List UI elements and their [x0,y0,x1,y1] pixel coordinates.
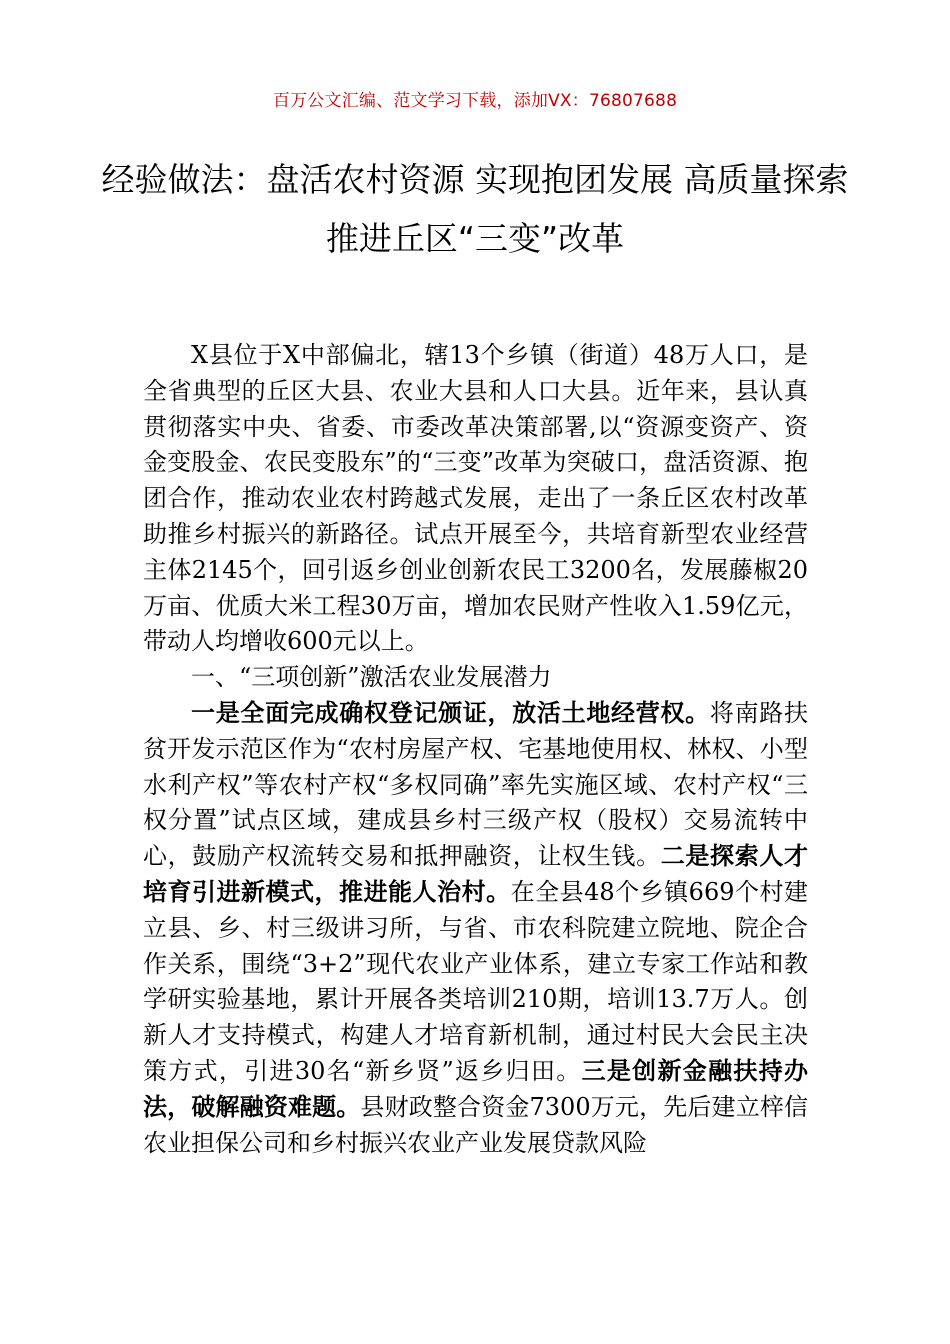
header-note: 百万公文汇编、范文学习下载，添加VX：76807688 [272,91,678,111]
measure-2-heading: 二是探索人才培育引进新模式，推进能人治村。 [143,842,809,906]
measure-2-text: 在全县48个乡镇669个村建立县、乡、村三级讲习所，与省、市农科院建立院地、院企合作关系，围绕“3+2”现代农业产业体系，建立专家工作站和教学研实验基地，累计开展各类培训210期，培训13.7万人。创新人才支持模式，构建人才培育新机制，通过村民大会民主决策方式，引进30名“新乡贤”返乡归田。 [143,877,808,1085]
measure-1-heading: 一是全面完成确权登记颁证，放活土地经营权。 [191,698,710,727]
section-heading: 一、“三项创新”激活农业发展潜力 [191,663,552,692]
measures-paragraph [143,696,808,1161]
measure-3-text: 县财政整合资金7300万元，先后建立梓信农业担保公司和乡村振兴农业产业发展贷款风险 [143,1092,809,1157]
document-body [143,338,808,1161]
intro-paragraph: X县位于X中部偏北，辖13个乡镇（街道）48万人口，是全省典型的丘区大县、农业大县和人口大县。近年来，县认真贯彻落实中央、省委、市委改革决策部署,以“资源变资产、资金变股金、农民变股东”的“三变”改革为突破口，盘活资源、抱团合作，推动农业农村跨越式发展，走出了一条丘区农村改革助推乡村振兴的新路径。试点开展至今，共培育新型农业经营主体2145个，回引返乡创业创新农民工3200名，发展藤椒20万亩、优质大米工程30万亩，增加农民财产性收入1.59亿元，带动人均增收600元以上。 [143,341,808,656]
measure-1-text: 将南路扶贫开发示范区作为“农村房屋产权、宅基地使用权、林权、小型水利产权”等农村产权“多权同确”率先实施区域、农村产权“三权分置”试点区域，建成县乡村三级产权（股权）交易流转中心，鼓励产权流转交易和抵押融资，让权生钱。 [143,698,808,871]
measure-3-heading: 三是创新金融扶持办法，破解融资难题。 [143,1056,808,1121]
document-title: 经验做法：盘活农村资源 实现抱团发展 高质量探索推进丘区“三变”改革 [101,160,849,258]
